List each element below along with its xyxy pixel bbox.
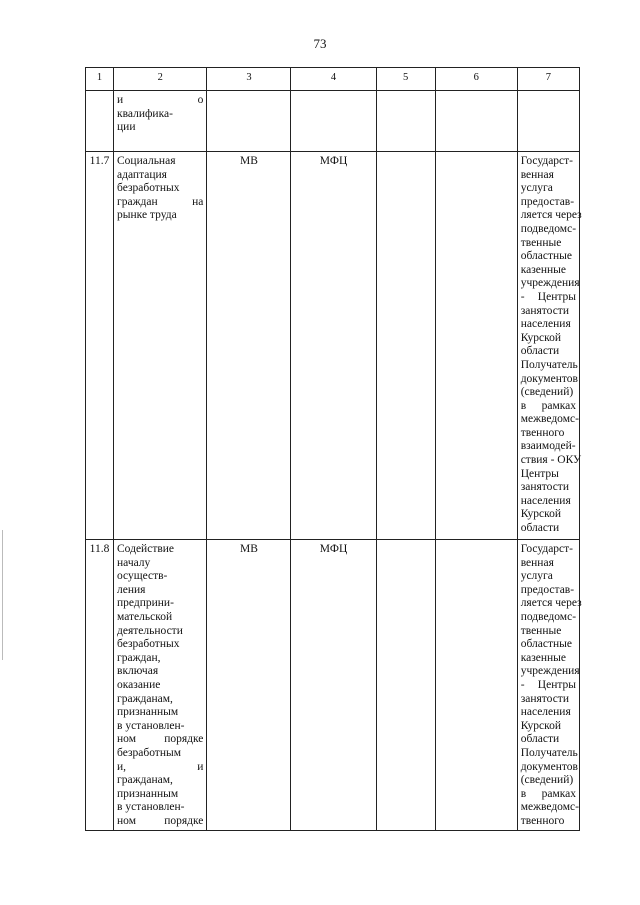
cell-text-line: началу (117, 556, 151, 569)
cell-text-line: области (520, 345, 560, 358)
cell-text-line: предостав- (520, 583, 575, 596)
col3-value: МВ (207, 540, 291, 831)
header-col-6: 6 (435, 68, 517, 91)
cell-text-line: Содействие (117, 543, 175, 555)
header-col-5: 5 (376, 68, 435, 91)
cell-text-line: Получатель (520, 746, 578, 759)
header-row (86, 68, 580, 91)
cell-text-line: - Центры (520, 290, 576, 303)
cell-text-line: включая (117, 665, 159, 678)
continuation-row (86, 91, 580, 152)
cell-text-line: ном порядке (117, 814, 204, 827)
page-number: 73 (313, 36, 327, 51)
cell-text-line: рынке труда (117, 209, 177, 222)
cell-text-line: граждан на (117, 195, 204, 208)
cell-text-line: области (520, 522, 560, 535)
service-name-cell (114, 152, 207, 540)
table-row-11-7 (86, 152, 580, 540)
col5-value (376, 540, 435, 831)
cell-text-line: взаимодей- (520, 440, 576, 453)
cell-text-line: - Центры (520, 678, 576, 691)
cell-text-line: твенные (520, 624, 562, 637)
cell-text-line: гражданам, (117, 692, 173, 705)
col3-value: МВ (207, 152, 291, 540)
header-col-7: 7 (517, 68, 579, 91)
note-cell (517, 540, 582, 831)
cell-text-line: Государст- (520, 155, 574, 167)
cont-name-cell (114, 91, 207, 152)
cell-text-line: услуга (520, 182, 553, 195)
cell-text-line: венная (520, 556, 554, 569)
col6-value (435, 540, 517, 831)
cell-text-line: казенные (520, 263, 566, 276)
cell-text-line: населения (520, 318, 571, 331)
cell-text-line: подведомс- (520, 222, 577, 235)
cell-text-line: документов (520, 760, 578, 773)
cell-text-line: учреждения (520, 277, 580, 290)
cell-text-line: Социальная (117, 155, 176, 167)
cell-text-line: в установлен- (117, 719, 185, 732)
note-cell (517, 152, 582, 540)
col4-value: МФЦ (291, 152, 376, 540)
header-col-1: 1 (86, 68, 114, 91)
cell-text-line: ляется через (520, 209, 582, 222)
cell-text-line: Получатель (520, 358, 578, 371)
cont-name-line: и о (117, 94, 204, 106)
cell-text-line: в рамках (520, 787, 576, 800)
cell-text-line: и, и (117, 760, 204, 773)
cell-text-line: осуществ- (117, 570, 168, 583)
cont-col3-cell (207, 91, 291, 152)
row-number: 11.8 (86, 540, 114, 831)
cell-text-line: твенные (520, 236, 562, 249)
cell-text-line: деятельности (117, 624, 183, 637)
cell-text-line: ном порядке (117, 733, 204, 746)
cell-text-line: твенного (520, 814, 565, 827)
cell-text-line: признанным (117, 787, 179, 800)
cell-text-line: областные (520, 638, 572, 651)
cell-text-line: в установлен- (117, 801, 185, 814)
cell-text-line: области (520, 733, 560, 746)
cell-text-line: Курской (520, 331, 562, 344)
col5-value (376, 152, 435, 540)
cell-text-line: населения (520, 494, 571, 507)
cell-text-line: безработных (117, 638, 180, 651)
cell-text-line: безработных (117, 182, 180, 195)
table-row-11-8 (86, 540, 580, 831)
cell-text-line: межведомс- (520, 413, 579, 426)
col6-value (435, 152, 517, 540)
cell-text-line: в рамках (520, 399, 576, 412)
cont-col7-cell (517, 91, 579, 152)
cell-text-line: (сведений) (520, 386, 574, 399)
cell-text-line: занятости (520, 692, 569, 705)
cell-text-line: мательской (117, 610, 173, 623)
cont-name-line: ции (117, 121, 136, 134)
header-col-3: 3 (207, 68, 291, 91)
cell-text-line: признанным (117, 706, 179, 719)
cell-text-line: Центры (520, 467, 559, 480)
header-col-4: 4 (291, 68, 376, 91)
cell-text-line: венная (520, 168, 554, 181)
cell-text-line: твенного (520, 426, 565, 439)
cont-num-cell (86, 91, 114, 152)
cell-text-line: учреждения (520, 665, 580, 678)
cell-text-line: ляется через (520, 597, 582, 610)
cell-text-line: предостав- (520, 195, 575, 208)
cont-col4-cell (291, 91, 376, 152)
service-name-cell (114, 540, 207, 831)
cell-text-line: занятости (520, 304, 569, 317)
cell-text-line: оказание (117, 678, 161, 691)
cell-text-line: Курской (520, 719, 562, 732)
row-number: 11.7 (86, 152, 114, 540)
cont-col6-cell (435, 91, 517, 152)
cell-text-line: занятости (520, 481, 569, 494)
cont-name-line: квалифика- (117, 107, 173, 120)
cell-text-line: Государст- (520, 543, 574, 555)
scan-margin-line (2, 530, 3, 660)
cell-text-line: предприни- (117, 597, 174, 610)
cell-text-line: населения (520, 706, 571, 719)
cell-text-line: подведомс- (520, 610, 577, 623)
cell-text-line: гражданам, (117, 774, 173, 787)
cell-text-line: безработным (117, 746, 181, 759)
cell-text-line: ствия - ОКУ (520, 454, 582, 467)
cell-text-line: адаптация (117, 168, 167, 181)
cont-col5-cell (376, 91, 435, 152)
cell-text-line: документов (520, 372, 578, 385)
cell-text-line: казенные (520, 651, 566, 664)
cell-text-line: (сведений) (520, 774, 574, 787)
header-col-2: 2 (114, 68, 207, 91)
services-table (85, 67, 580, 831)
col4-value: МФЦ (291, 540, 376, 831)
cell-text-line: ления (117, 583, 146, 596)
cell-text-line: граждан, (117, 651, 161, 664)
cell-text-line: межведомс- (520, 801, 579, 814)
cell-text-line: услуга (520, 570, 553, 583)
cell-text-line: Курской (520, 508, 562, 521)
cell-text-line: областные (520, 250, 572, 263)
